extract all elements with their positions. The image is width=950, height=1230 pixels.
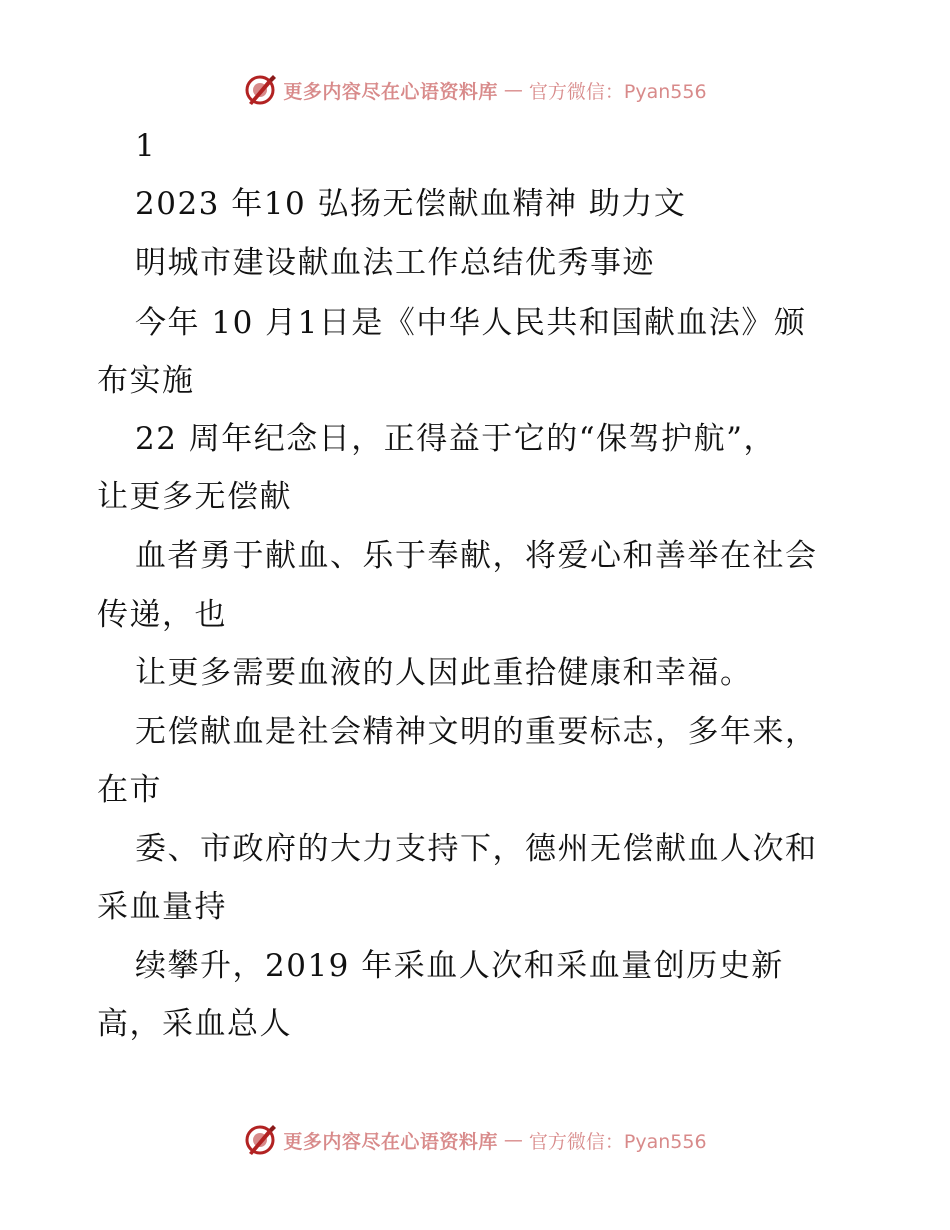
text-line: 1 — [135, 128, 157, 164]
watermark-dash: — — [503, 79, 523, 101]
text-line: 委、市政府的大力支持下，德州无偿献血人次和 — [135, 831, 818, 867]
text-line: 让更多需要血液的人因此重拾健康和幸福。 — [135, 655, 753, 691]
watermark-main-text: 更多内容尽在心语资料库 — [283, 80, 498, 103]
text-line: 续攀升，2019 年采血人次和采血量创历史新 — [135, 948, 784, 984]
text-line: 血者勇于献血、乐于奉献，将爱心和善举在社会 — [135, 538, 818, 574]
text-line: 让更多无偿献 — [97, 479, 292, 515]
text-line: 传递，也 — [97, 597, 227, 633]
text-line: 22 周年纪念日，正得益于它的“保驾护航”， — [135, 421, 776, 457]
watermark-sub-text: 官方微信：Pyan556 — [528, 1130, 707, 1153]
text-line: 采血量持 — [97, 889, 227, 925]
text-line: 布实施 — [97, 363, 195, 399]
text-line: 明城市建设献血法工作总结优秀事迹 — [135, 245, 655, 281]
text-line: 高，采血总人 — [97, 1006, 292, 1042]
watermark-dash: — — [503, 1129, 523, 1151]
text-line: 在市 — [97, 772, 162, 808]
watermark-main-text: 更多内容尽在心语资料库 — [283, 1130, 498, 1153]
footer-watermark — [0, 1122, 950, 1158]
text-line: 无偿献血是社会精神文明的重要标志，多年来， — [135, 714, 818, 750]
pen-circle-icon — [243, 1123, 277, 1157]
text-line: 2023 年10 弘扬无偿献血精神 助力文 — [135, 186, 687, 222]
text-line: 今年 10 月1日是《中华人民共和国献血法》颁 — [135, 305, 807, 341]
watermark-sub-text: 官方微信：Pyan556 — [528, 80, 707, 103]
